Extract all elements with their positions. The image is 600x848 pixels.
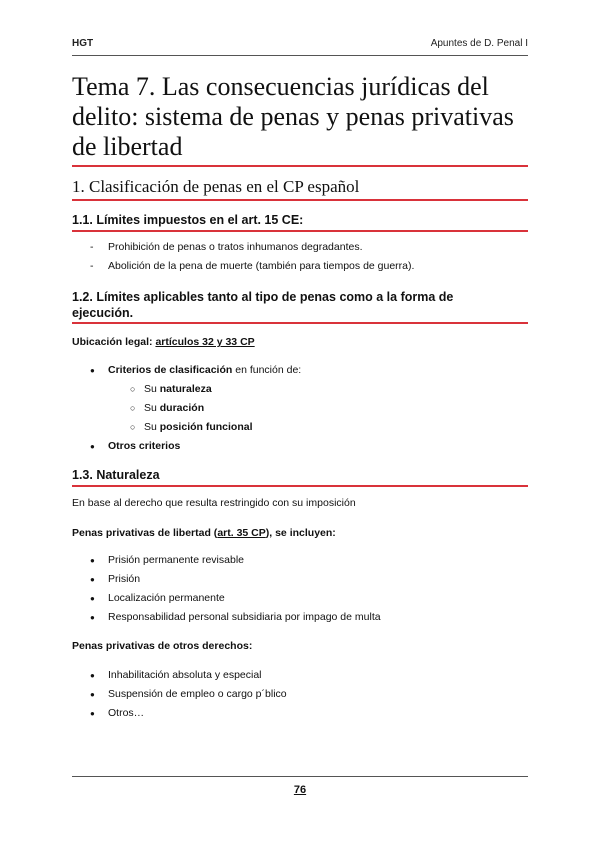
criteria-bold: Criterios de clasificación [108,364,233,376]
otros-derechos-list [90,666,287,723]
list-item: ● Prisión [90,570,381,589]
legal-location [72,336,255,348]
criteria-list [90,361,301,380]
other-criteria-list [90,437,180,456]
criteria-rest: en función de: [232,364,302,376]
header-divider [72,55,528,56]
list-item: ● Otros… [90,704,287,723]
legal-location-label: Ubicación legal: [72,336,156,348]
list-item: ● Otros criterios [90,437,180,456]
privativas-label-text: Penas privativas de libertad ( [72,527,218,539]
list-item [130,418,253,437]
list-item [130,380,253,399]
header-doc-title: Apuntes de D. Penal I [430,38,528,49]
list-item: - Prohibición de penas o tratos inhumanos degradantes. [90,238,414,257]
list-item: ● Responsabilidad personal subsidiaria por impago de multa [90,608,381,627]
privativas-label-end: ), se incluyen: [265,527,336,539]
section-1-underline [72,199,528,201]
page-title: Tema 7. Las consecuencias jurídicas del delito: sistema de penas y penas privativas de libertad [72,72,514,161]
list-item: ● Suspensión de empleo o cargo p´blico [90,685,287,704]
list-item [130,399,253,418]
criteria-sublist [130,380,253,437]
criterion-function: posición funcional [159,421,253,433]
privativas-label [72,527,336,539]
privativas-list [90,551,381,627]
section-1-3-underline [72,485,528,487]
nature-intro: En base al derecho que resulta restringido con su imposición [72,497,356,509]
footer-divider [72,776,528,777]
legal-location-link[interactable]: artículos 32 y 33 CP [155,336,255,348]
section-1-heading: 1. Clasificación de penas en el CP español [72,177,360,196]
section-1-2-heading: 1.2. Límites aplicables tanto al tipo de penas como a la forma de ejecución. [72,290,454,320]
criterion-duration: duración [159,402,205,414]
list-item: ● Inhabilitación absoluta y especial [90,666,287,685]
list-item: ● Prisión permanente revisable [90,551,381,570]
privativas-link[interactable]: art. 35 CP [217,527,266,539]
section-1-2-underline [72,322,528,324]
limits-list [90,238,414,276]
criterion-nature: naturaleza [159,383,212,395]
section-1-1-heading: 1.1. Límites impuestos en el art. 15 CE: [72,213,304,227]
list-item [90,361,301,380]
su-prefix: Su [144,421,160,433]
section-1-3-heading: 1.3. Naturaleza [72,468,160,482]
list-item: - Abolición de la pena de muerte (también para tiempos de guerra). [90,257,414,276]
header-author: HGT [72,38,94,49]
page-number: 76 [293,784,307,796]
page-header [72,38,528,56]
title-underline [72,165,528,167]
section-1-1-underline [72,230,528,232]
list-item: ● Localización permanente [90,589,381,608]
su-prefix: Su [144,383,160,395]
su-prefix: Su [144,402,160,414]
otros-derechos-label: Penas privativas de otros derechos: [72,640,253,652]
